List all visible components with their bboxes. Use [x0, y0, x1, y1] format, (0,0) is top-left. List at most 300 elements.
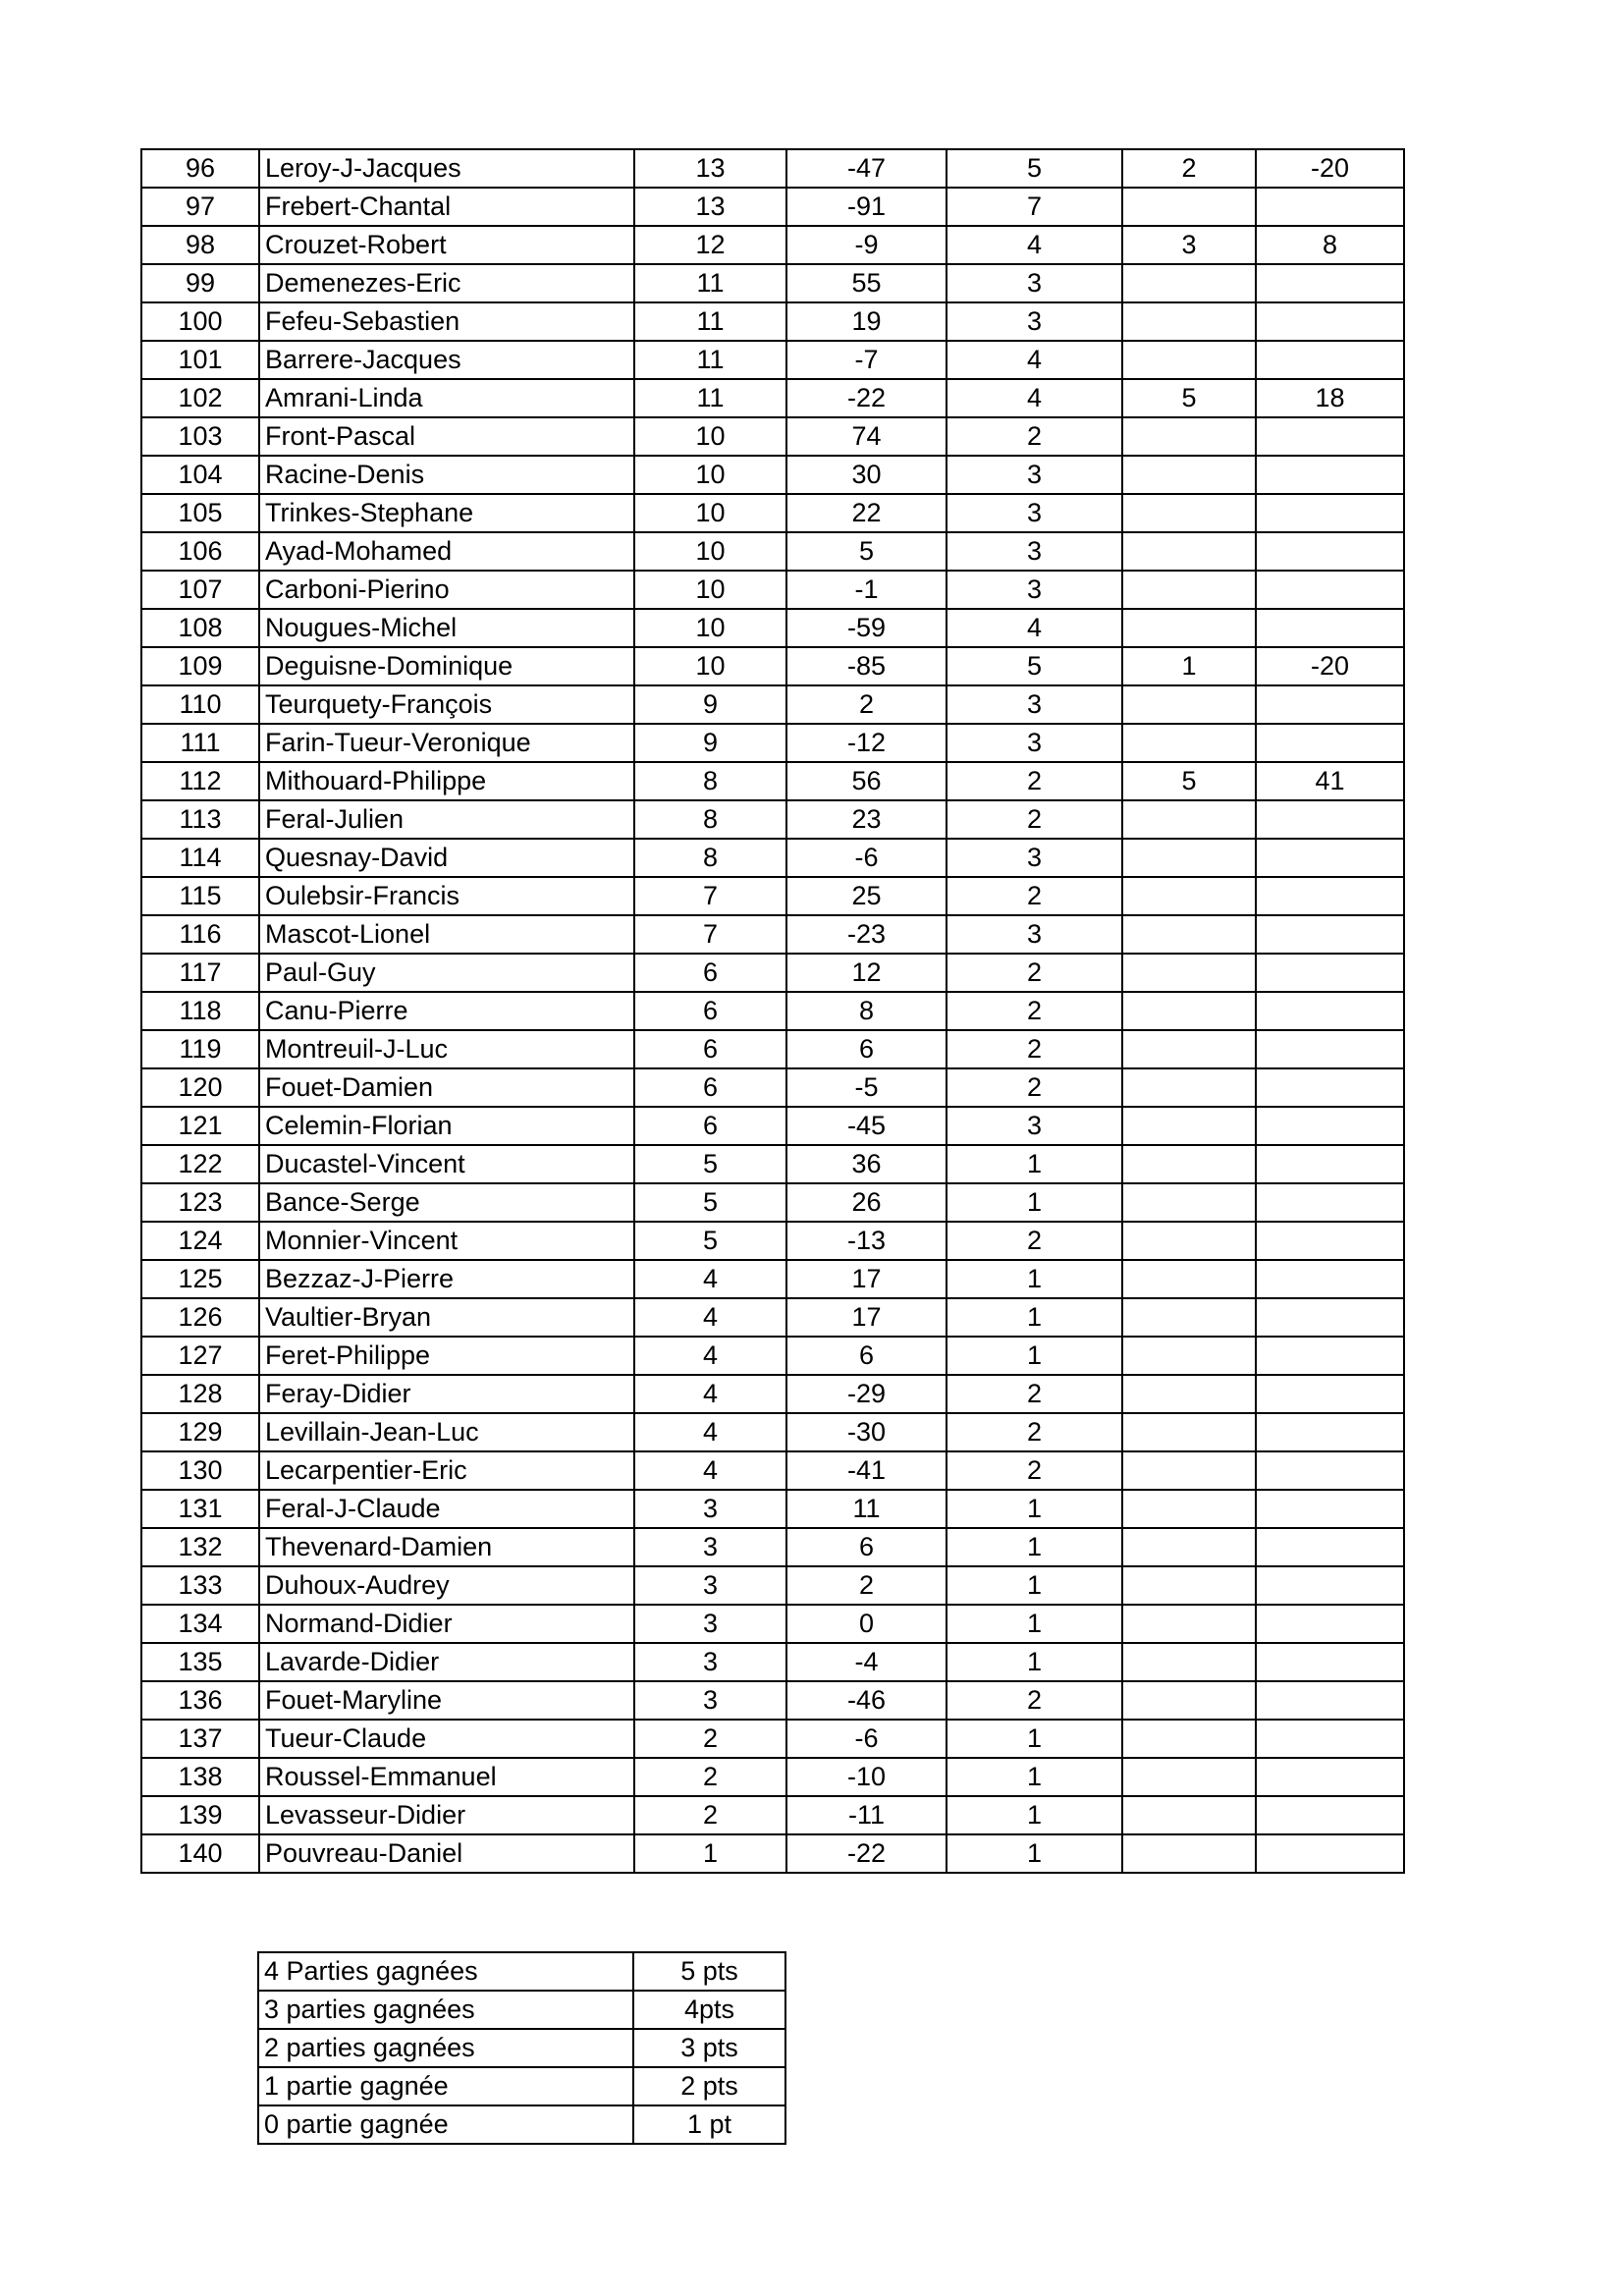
player-name-cell: Feral-Julien: [259, 800, 634, 839]
player-name-cell: Celemin-Florian: [259, 1107, 634, 1145]
table-row: [141, 302, 1404, 341]
extra-value-cell: [1122, 494, 1256, 532]
player-name-cell: Montreuil-J-Luc: [259, 1030, 634, 1068]
rank-cell: 112: [141, 762, 259, 800]
goal-difference-cell: -1: [786, 571, 947, 609]
games-cell: 4: [947, 341, 1122, 379]
extra-value-cell: [1122, 1298, 1256, 1337]
points-scale-table-body: [258, 1952, 785, 2144]
table-row: [141, 1643, 1404, 1681]
goal-difference-cell: -46: [786, 1681, 947, 1720]
table-row: [141, 226, 1404, 264]
points-cell: 13: [634, 149, 786, 188]
games-cell: 2: [947, 1068, 1122, 1107]
goal-difference-cell: -12: [786, 724, 947, 762]
player-name-cell: Racine-Denis: [259, 456, 634, 494]
table-row: [141, 188, 1404, 226]
points-cell: 10: [634, 609, 786, 647]
games-cell: 3: [947, 264, 1122, 302]
extra-difference-cell: [1256, 1260, 1404, 1298]
extra-difference-cell: [1256, 915, 1404, 954]
extra-value-cell: [1122, 724, 1256, 762]
player-name-cell: Monnier-Vincent: [259, 1222, 634, 1260]
points-cell: 4: [634, 1375, 786, 1413]
games-cell: 2: [947, 1681, 1122, 1720]
player-name-cell: Oulebsir-Francis: [259, 877, 634, 915]
table-row: [141, 1605, 1404, 1643]
games-cell: 4: [947, 226, 1122, 264]
extra-value-cell: [1122, 1566, 1256, 1605]
rank-cell: 101: [141, 341, 259, 379]
extra-difference-cell: [1256, 1030, 1404, 1068]
extra-value-cell: [1122, 188, 1256, 226]
ranking-table: [140, 148, 1405, 1874]
extra-value-cell: [1122, 417, 1256, 456]
goal-difference-cell: 25: [786, 877, 947, 915]
points-cell: 4: [634, 1451, 786, 1490]
goal-difference-cell: -29: [786, 1375, 947, 1413]
extra-difference-cell: [1256, 188, 1404, 226]
points-cell: 13: [634, 188, 786, 226]
goal-difference-cell: 26: [786, 1183, 947, 1222]
player-name-cell: Deguisne-Dominique: [259, 647, 634, 685]
scale-points-cell: 3 pts: [633, 2029, 785, 2067]
extra-difference-cell: [1256, 685, 1404, 724]
games-cell: 3: [947, 302, 1122, 341]
extra-value-cell: 2: [1122, 149, 1256, 188]
player-name-cell: Vaultier-Bryan: [259, 1298, 634, 1337]
player-name-cell: Ayad-Mohamed: [259, 532, 634, 571]
scale-points-cell: 5 pts: [633, 1952, 785, 1991]
games-cell: 1: [947, 1145, 1122, 1183]
points-cell: 7: [634, 915, 786, 954]
goal-difference-cell: 0: [786, 1605, 947, 1643]
player-name-cell: Levasseur-Didier: [259, 1796, 634, 1834]
table-row: [141, 647, 1404, 685]
player-name-cell: Amrani-Linda: [259, 379, 634, 417]
rank-cell: 105: [141, 494, 259, 532]
rank-cell: 125: [141, 1260, 259, 1298]
extra-difference-cell: [1256, 571, 1404, 609]
points-cell: 6: [634, 1107, 786, 1145]
extra-value-cell: 5: [1122, 379, 1256, 417]
games-cell: 2: [947, 800, 1122, 839]
points-cell: 4: [634, 1298, 786, 1337]
extra-value-cell: [1122, 839, 1256, 877]
player-name-cell: Barrere-Jacques: [259, 341, 634, 379]
games-cell: 1: [947, 1720, 1122, 1758]
table-row: [258, 2067, 785, 2105]
games-cell: 1: [947, 1605, 1122, 1643]
extra-difference-cell: [1256, 1643, 1404, 1681]
points-cell: 6: [634, 992, 786, 1030]
goal-difference-cell: 8: [786, 992, 947, 1030]
player-name-cell: Leroy-J-Jacques: [259, 149, 634, 188]
rank-cell: 109: [141, 647, 259, 685]
table-row: [141, 1260, 1404, 1298]
table-row: [141, 1720, 1404, 1758]
table-row: [141, 571, 1404, 609]
goal-difference-cell: -6: [786, 1720, 947, 1758]
games-cell: 4: [947, 379, 1122, 417]
goal-difference-cell: 30: [786, 456, 947, 494]
table-row: [141, 1451, 1404, 1490]
points-cell: 3: [634, 1566, 786, 1605]
games-cell: 1: [947, 1260, 1122, 1298]
rank-cell: 97: [141, 188, 259, 226]
extra-value-cell: [1122, 800, 1256, 839]
player-name-cell: Front-Pascal: [259, 417, 634, 456]
points-cell: 9: [634, 685, 786, 724]
rank-cell: 119: [141, 1030, 259, 1068]
goal-difference-cell: 6: [786, 1528, 947, 1566]
goal-difference-cell: -91: [786, 188, 947, 226]
goal-difference-cell: 6: [786, 1337, 947, 1375]
rank-cell: 103: [141, 417, 259, 456]
points-scale-table: [257, 1951, 786, 2145]
extra-value-cell: [1122, 992, 1256, 1030]
games-cell: 4: [947, 609, 1122, 647]
extra-value-cell: [1122, 341, 1256, 379]
player-name-cell: Feray-Didier: [259, 1375, 634, 1413]
games-cell: 1: [947, 1528, 1122, 1566]
points-cell: 10: [634, 494, 786, 532]
rank-cell: 132: [141, 1528, 259, 1566]
games-cell: 1: [947, 1758, 1122, 1796]
extra-value-cell: [1122, 571, 1256, 609]
points-cell: 1: [634, 1834, 786, 1873]
player-name-cell: Feret-Philippe: [259, 1337, 634, 1375]
scale-points-cell: 1 pt: [633, 2105, 785, 2144]
extra-difference-cell: [1256, 1490, 1404, 1528]
extra-difference-cell: [1256, 1145, 1404, 1183]
table-row: [258, 2105, 785, 2144]
table-row: [141, 685, 1404, 724]
extra-difference-cell: -20: [1256, 647, 1404, 685]
extra-difference-cell: [1256, 800, 1404, 839]
table-row: [141, 800, 1404, 839]
player-name-cell: Thevenard-Damien: [259, 1528, 634, 1566]
goal-difference-cell: 22: [786, 494, 947, 532]
scale-label-cell: 3 parties gagnées: [258, 1991, 633, 2029]
extra-difference-cell: [1256, 1528, 1404, 1566]
extra-value-cell: [1122, 1068, 1256, 1107]
scale-label-cell: 2 parties gagnées: [258, 2029, 633, 2067]
rank-cell: 118: [141, 992, 259, 1030]
player-name-cell: Levillain-Jean-Luc: [259, 1413, 634, 1451]
games-cell: 3: [947, 571, 1122, 609]
goal-difference-cell: -13: [786, 1222, 947, 1260]
scale-label-cell: 1 partie gagnée: [258, 2067, 633, 2105]
rank-cell: 113: [141, 800, 259, 839]
games-cell: 5: [947, 647, 1122, 685]
goal-difference-cell: -59: [786, 609, 947, 647]
points-cell: 3: [634, 1643, 786, 1681]
games-cell: 2: [947, 954, 1122, 992]
extra-value-cell: [1122, 1107, 1256, 1145]
extra-difference-cell: [1256, 1681, 1404, 1720]
rank-cell: 123: [141, 1183, 259, 1222]
table-row: [141, 992, 1404, 1030]
points-cell: 9: [634, 724, 786, 762]
extra-value-cell: [1122, 1834, 1256, 1873]
extra-difference-cell: [1256, 1413, 1404, 1451]
points-cell: 8: [634, 800, 786, 839]
extra-value-cell: [1122, 1681, 1256, 1720]
games-cell: 3: [947, 1107, 1122, 1145]
goal-difference-cell: 2: [786, 1566, 947, 1605]
extra-value-cell: 3: [1122, 226, 1256, 264]
player-name-cell: Bezzaz-J-Pierre: [259, 1260, 634, 1298]
points-cell: 10: [634, 571, 786, 609]
table-row: [141, 1068, 1404, 1107]
goal-difference-cell: 2: [786, 685, 947, 724]
goal-difference-cell: -23: [786, 915, 947, 954]
extra-difference-cell: [1256, 1566, 1404, 1605]
rank-cell: 117: [141, 954, 259, 992]
points-cell: 12: [634, 226, 786, 264]
rank-cell: 134: [141, 1605, 259, 1643]
goal-difference-cell: -85: [786, 647, 947, 685]
goal-difference-cell: 55: [786, 264, 947, 302]
extra-value-cell: [1122, 1796, 1256, 1834]
rank-cell: 106: [141, 532, 259, 571]
scale-points-cell: 4pts: [633, 1991, 785, 2029]
extra-value-cell: [1122, 1145, 1256, 1183]
goal-difference-cell: 6: [786, 1030, 947, 1068]
points-cell: 2: [634, 1758, 786, 1796]
games-cell: 2: [947, 992, 1122, 1030]
rank-cell: 129: [141, 1413, 259, 1451]
games-cell: 1: [947, 1834, 1122, 1873]
games-cell: 2: [947, 1030, 1122, 1068]
extra-difference-cell: 18: [1256, 379, 1404, 417]
extra-difference-cell: [1256, 1107, 1404, 1145]
points-cell: 5: [634, 1222, 786, 1260]
goal-difference-cell: -45: [786, 1107, 947, 1145]
points-cell: 3: [634, 1490, 786, 1528]
extra-difference-cell: [1256, 302, 1404, 341]
games-cell: 2: [947, 1451, 1122, 1490]
games-cell: 2: [947, 417, 1122, 456]
games-cell: 7: [947, 188, 1122, 226]
table-row: [141, 417, 1404, 456]
goal-difference-cell: 36: [786, 1145, 947, 1183]
goal-difference-cell: -7: [786, 341, 947, 379]
games-cell: 3: [947, 494, 1122, 532]
player-name-cell: Mascot-Lionel: [259, 915, 634, 954]
table-row: [141, 609, 1404, 647]
games-cell: 2: [947, 1222, 1122, 1260]
extra-value-cell: [1122, 532, 1256, 571]
scale-label-cell: 0 partie gagnée: [258, 2105, 633, 2144]
player-name-cell: Trinkes-Stephane: [259, 494, 634, 532]
extra-difference-cell: [1256, 1451, 1404, 1490]
table-row: [141, 341, 1404, 379]
rank-cell: 100: [141, 302, 259, 341]
goal-difference-cell: -30: [786, 1413, 947, 1451]
extra-difference-cell: [1256, 341, 1404, 379]
rank-cell: 114: [141, 839, 259, 877]
points-cell: 3: [634, 1605, 786, 1643]
table-row: [141, 456, 1404, 494]
extra-difference-cell: [1256, 1298, 1404, 1337]
games-cell: 2: [947, 1375, 1122, 1413]
points-cell: 11: [634, 341, 786, 379]
games-cell: 3: [947, 456, 1122, 494]
player-name-cell: Mithouard-Philippe: [259, 762, 634, 800]
player-name-cell: Normand-Didier: [259, 1605, 634, 1643]
points-cell: 11: [634, 302, 786, 341]
table-row: [141, 1796, 1404, 1834]
goal-difference-cell: -41: [786, 1451, 947, 1490]
rank-cell: 139: [141, 1796, 259, 1834]
points-cell: 10: [634, 532, 786, 571]
table-row: [141, 1222, 1404, 1260]
rank-cell: 138: [141, 1758, 259, 1796]
player-name-cell: Crouzet-Robert: [259, 226, 634, 264]
goal-difference-cell: 74: [786, 417, 947, 456]
extra-value-cell: [1122, 1413, 1256, 1451]
extra-value-cell: [1122, 1720, 1256, 1758]
table-row: [141, 1337, 1404, 1375]
rank-cell: 128: [141, 1375, 259, 1413]
rank-cell: 130: [141, 1451, 259, 1490]
player-name-cell: Lecarpentier-Eric: [259, 1451, 634, 1490]
rank-cell: 108: [141, 609, 259, 647]
points-cell: 6: [634, 954, 786, 992]
table-row: [141, 494, 1404, 532]
table-row: [141, 1183, 1404, 1222]
table-row: [141, 762, 1404, 800]
rank-cell: 120: [141, 1068, 259, 1107]
extra-difference-cell: [1256, 1375, 1404, 1413]
games-cell: 1: [947, 1643, 1122, 1681]
player-name-cell: Frebert-Chantal: [259, 188, 634, 226]
points-cell: 10: [634, 417, 786, 456]
table-row: [141, 1528, 1404, 1566]
points-cell: 2: [634, 1796, 786, 1834]
games-cell: 3: [947, 532, 1122, 571]
table-row: [258, 1991, 785, 2029]
goal-difference-cell: -4: [786, 1643, 947, 1681]
rank-cell: 124: [141, 1222, 259, 1260]
rank-cell: 136: [141, 1681, 259, 1720]
extra-value-cell: 5: [1122, 762, 1256, 800]
games-cell: 1: [947, 1796, 1122, 1834]
extra-difference-cell: [1256, 877, 1404, 915]
player-name-cell: Fouet-Maryline: [259, 1681, 634, 1720]
table-row: [141, 1490, 1404, 1528]
games-cell: 1: [947, 1183, 1122, 1222]
points-cell: 11: [634, 379, 786, 417]
extra-difference-cell: [1256, 992, 1404, 1030]
rank-cell: 110: [141, 685, 259, 724]
rank-cell: 99: [141, 264, 259, 302]
table-row: [141, 1681, 1404, 1720]
points-cell: 4: [634, 1413, 786, 1451]
player-name-cell: Demenezes-Eric: [259, 264, 634, 302]
points-cell: 6: [634, 1068, 786, 1107]
goal-difference-cell: 12: [786, 954, 947, 992]
games-cell: 1: [947, 1298, 1122, 1337]
points-cell: 5: [634, 1183, 786, 1222]
goal-difference-cell: 17: [786, 1260, 947, 1298]
extra-difference-cell: [1256, 1758, 1404, 1796]
extra-value-cell: [1122, 1451, 1256, 1490]
extra-difference-cell: [1256, 609, 1404, 647]
rank-cell: 135: [141, 1643, 259, 1681]
extra-difference-cell: [1256, 456, 1404, 494]
table-row: [141, 1375, 1404, 1413]
extra-value-cell: [1122, 264, 1256, 302]
ranking-table-body: [141, 149, 1404, 1873]
extra-difference-cell: 41: [1256, 762, 1404, 800]
rank-cell: 104: [141, 456, 259, 494]
extra-difference-cell: [1256, 417, 1404, 456]
goal-difference-cell: 11: [786, 1490, 947, 1528]
rank-cell: 133: [141, 1566, 259, 1605]
player-name-cell: Tueur-Claude: [259, 1720, 634, 1758]
extra-difference-cell: [1256, 1834, 1404, 1873]
extra-value-cell: [1122, 915, 1256, 954]
games-cell: 2: [947, 762, 1122, 800]
extra-difference-cell: [1256, 954, 1404, 992]
player-name-cell: Lavarde-Didier: [259, 1643, 634, 1681]
table-row: [141, 532, 1404, 571]
goal-difference-cell: -10: [786, 1758, 947, 1796]
extra-difference-cell: [1256, 724, 1404, 762]
table-row: [141, 1298, 1404, 1337]
player-name-cell: Teurquety-François: [259, 685, 634, 724]
table-row: [141, 1834, 1404, 1873]
goal-difference-cell: -22: [786, 379, 947, 417]
table-row: [141, 1107, 1404, 1145]
games-cell: 5: [947, 149, 1122, 188]
extra-difference-cell: [1256, 1068, 1404, 1107]
games-cell: 1: [947, 1490, 1122, 1528]
extra-value-cell: [1122, 1490, 1256, 1528]
extra-value-cell: [1122, 685, 1256, 724]
rank-cell: 102: [141, 379, 259, 417]
points-cell: 10: [634, 456, 786, 494]
extra-value-cell: [1122, 609, 1256, 647]
extra-value-cell: [1122, 1643, 1256, 1681]
goal-difference-cell: -22: [786, 1834, 947, 1873]
points-cell: 6: [634, 1030, 786, 1068]
player-name-cell: Ducastel-Vincent: [259, 1145, 634, 1183]
extra-difference-cell: [1256, 1337, 1404, 1375]
rank-cell: 115: [141, 877, 259, 915]
extra-value-cell: [1122, 877, 1256, 915]
extra-value-cell: [1122, 1183, 1256, 1222]
table-row: [141, 954, 1404, 992]
rank-cell: 131: [141, 1490, 259, 1528]
points-cell: 10: [634, 647, 786, 685]
games-cell: 2: [947, 877, 1122, 915]
player-name-cell: Duhoux-Audrey: [259, 1566, 634, 1605]
player-name-cell: Fouet-Damien: [259, 1068, 634, 1107]
games-cell: 1: [947, 1337, 1122, 1375]
player-name-cell: Quesnay-David: [259, 839, 634, 877]
table-row: [141, 877, 1404, 915]
extra-value-cell: [1122, 1528, 1256, 1566]
table-row: [141, 1758, 1404, 1796]
points-cell: 3: [634, 1681, 786, 1720]
player-name-cell: Feral-J-Claude: [259, 1490, 634, 1528]
table-row: [141, 149, 1404, 188]
extra-difference-cell: [1256, 839, 1404, 877]
